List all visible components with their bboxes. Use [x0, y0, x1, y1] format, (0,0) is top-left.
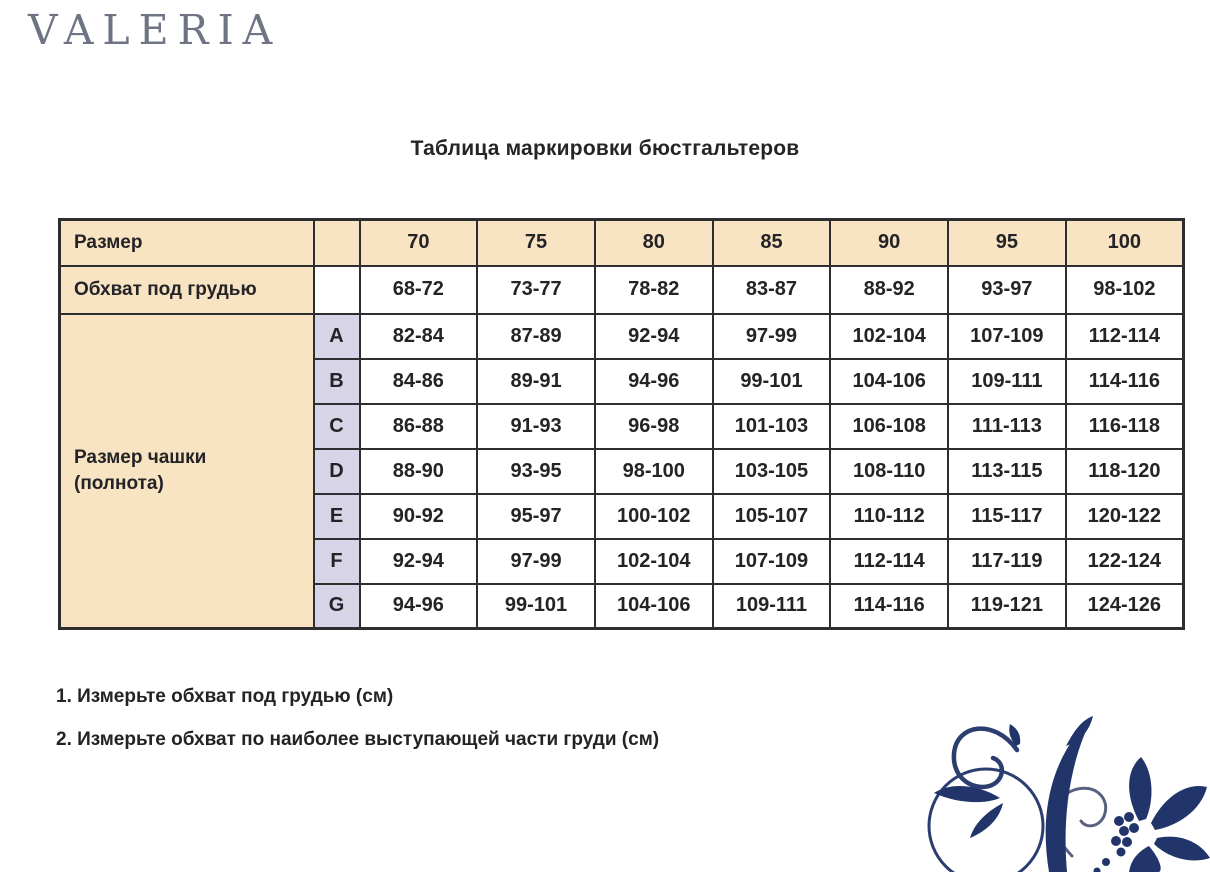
- cup-size-row-label: [60, 314, 314, 629]
- cup-value: 86-88: [360, 404, 478, 449]
- cup-value: 109-111: [713, 584, 831, 629]
- cup-value: 112-114: [830, 539, 948, 584]
- size-col-header: 90: [830, 220, 948, 266]
- cup-value: 97-99: [477, 539, 595, 584]
- cup-value: 92-94: [595, 314, 713, 359]
- cup-value: 103-105: [713, 449, 831, 494]
- underbust-value: 93-97: [948, 266, 1066, 314]
- empty-cell: [314, 266, 360, 314]
- table-row-size: [60, 220, 1184, 266]
- underbust-value: 88-92: [830, 266, 948, 314]
- cup-letter: G: [314, 584, 360, 629]
- underbust-value: 78-82: [595, 266, 713, 314]
- cup-value: 104-106: [830, 359, 948, 404]
- cup-value: 113-115: [948, 449, 1066, 494]
- cup-value: 90-92: [360, 494, 478, 539]
- table-row-underbust: [60, 266, 1184, 314]
- cup-letter: B: [314, 359, 360, 404]
- cup-value: 104-106: [595, 584, 713, 629]
- cup-value: 97-99: [713, 314, 831, 359]
- cup-value: 122-124: [1066, 539, 1184, 584]
- empty-header-cell: [314, 220, 360, 266]
- cup-value: 116-118: [1066, 404, 1184, 449]
- cup-letter: C: [314, 404, 360, 449]
- cup-value: 111-113: [948, 404, 1066, 449]
- brand-logo: VALERIA: [28, 10, 281, 51]
- cup-value: 102-104: [830, 314, 948, 359]
- cup-value: 82-84: [360, 314, 478, 359]
- cup-value: 118-120: [1066, 449, 1184, 494]
- cup-value: 124-126: [1066, 584, 1184, 629]
- cup-letter: D: [314, 449, 360, 494]
- cup-letter: A: [314, 314, 360, 359]
- cup-letter: F: [314, 539, 360, 584]
- cup-value: 114-116: [830, 584, 948, 629]
- underbust-value: 98-102: [1066, 266, 1184, 314]
- page-title: Таблица маркировки бюстгальтеров: [0, 137, 1210, 161]
- cup-value: 98-100: [595, 449, 713, 494]
- size-col-header: 70: [360, 220, 478, 266]
- cup-label-line2: (полнота): [74, 473, 164, 494]
- cup-value: 87-89: [477, 314, 595, 359]
- instruction-step-1: 1. Измерьте обхват под грудью (см): [56, 686, 659, 708]
- cup-value: 102-104: [595, 539, 713, 584]
- underbust-value: 68-72: [360, 266, 478, 314]
- size-col-header: 75: [477, 220, 595, 266]
- size-row-label: Размер: [60, 220, 314, 266]
- cup-value: 107-109: [948, 314, 1066, 359]
- cup-label-line1: Размер чашки: [74, 447, 206, 468]
- cup-value: 112-114: [1066, 314, 1184, 359]
- cup-value: 95-97: [477, 494, 595, 539]
- cup-value: 96-98: [595, 404, 713, 449]
- cup-letter: E: [314, 494, 360, 539]
- cup-value: 89-91: [477, 359, 595, 404]
- cup-value: 114-116: [1066, 359, 1184, 404]
- size-col-header: 95: [948, 220, 1066, 266]
- cup-value: 117-119: [948, 539, 1066, 584]
- floral-ornament-graphic: [920, 702, 1210, 872]
- underbust-row-label: Обхват под грудью: [60, 266, 314, 314]
- size-col-header: 100: [1066, 220, 1184, 266]
- cup-value: 109-111: [948, 359, 1066, 404]
- cup-value: 120-122: [1066, 494, 1184, 539]
- table-row-cup-a: [60, 314, 1184, 359]
- cup-value: 92-94: [360, 539, 478, 584]
- cup-value: 94-96: [595, 359, 713, 404]
- cup-value: 99-101: [477, 584, 595, 629]
- size-col-header: 85: [713, 220, 831, 266]
- cup-value: 88-90: [360, 449, 478, 494]
- cup-value: 94-96: [360, 584, 478, 629]
- cup-value: 119-121: [948, 584, 1066, 629]
- cup-value: 101-103: [713, 404, 831, 449]
- cup-value: 99-101: [713, 359, 831, 404]
- size-col-header: 80: [595, 220, 713, 266]
- cup-value: 84-86: [360, 359, 478, 404]
- underbust-value: 73-77: [477, 266, 595, 314]
- cup-value: 93-95: [477, 449, 595, 494]
- bra-size-table: [58, 218, 1185, 630]
- underbust-value: 83-87: [713, 266, 831, 314]
- cup-value: 107-109: [713, 539, 831, 584]
- cup-value: 91-93: [477, 404, 595, 449]
- cup-value: 110-112: [830, 494, 948, 539]
- cup-value: 108-110: [830, 449, 948, 494]
- cup-value: 115-117: [948, 494, 1066, 539]
- cup-value: 106-108: [830, 404, 948, 449]
- instruction-step-2: 2. Измерьте обхват по наиболее выступающей части груди (см): [56, 729, 659, 751]
- measuring-instructions: [56, 686, 659, 772]
- cup-value: 100-102: [595, 494, 713, 539]
- cup-value: 105-107: [713, 494, 831, 539]
